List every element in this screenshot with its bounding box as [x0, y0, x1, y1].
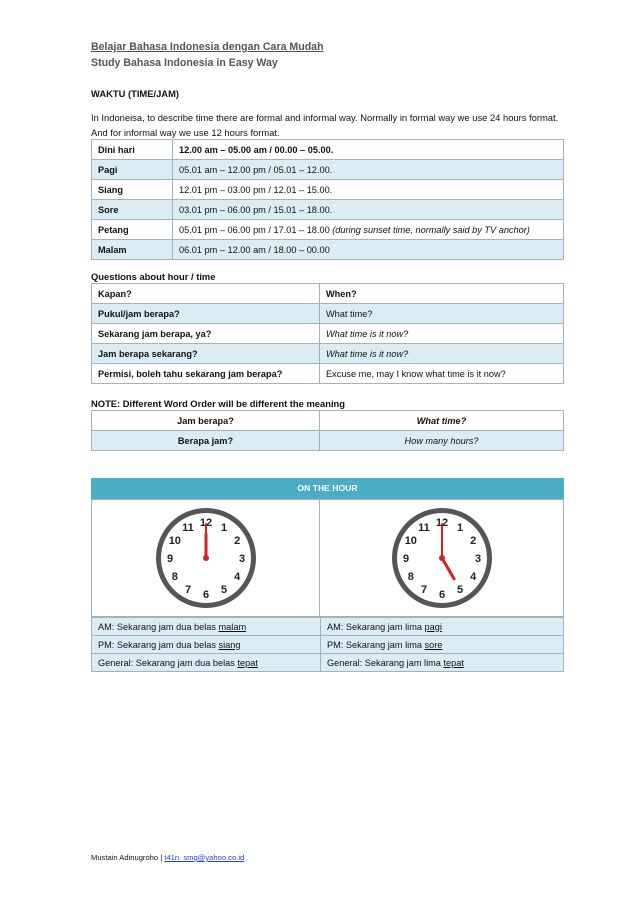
period-range: 12.01 pm – 03.00 pm / 12.01 – 15.00. — [173, 180, 564, 200]
clock-five-icon — [320, 500, 563, 616]
clock-number: 4 — [470, 571, 477, 583]
phrase-keyword: siang — [218, 639, 241, 650]
section-title: WAKTU (TIME/JAM) — [91, 88, 180, 99]
question-id: Kapan? — [92, 284, 320, 304]
period-label: Dini hari — [92, 140, 173, 160]
word-order-id: Jam berapa? — [92, 411, 320, 431]
phrase-text: AM: Sekarang jam lima — [327, 621, 425, 632]
questions-table — [91, 283, 564, 384]
period-label: Sore — [92, 200, 173, 220]
word-order-id: Berapa jam? — [92, 431, 320, 451]
clock-center — [203, 555, 209, 561]
phrase-text: General: Sekarang jam dua belas — [98, 657, 238, 668]
period-label: Petang — [92, 220, 173, 240]
table-row — [92, 431, 564, 451]
clock-number: 11 — [182, 521, 194, 534]
clock-number: 9 — [402, 553, 410, 565]
footer-email-link[interactable]: t41n_smg@yahoo.co.id — [164, 853, 245, 862]
clock-number: 8 — [171, 571, 178, 583]
phrase-pm-left — [92, 636, 321, 654]
phrase-keyword: tepat — [443, 657, 464, 668]
question-en: What time? — [320, 304, 564, 324]
period-range: 06.01 pm – 12.00 am / 18.00 – 00.00 — [173, 240, 564, 260]
period-range — [173, 220, 564, 240]
table-row — [92, 220, 564, 240]
phrase-keyword: malam — [218, 621, 247, 632]
clock-number: 2 — [234, 535, 241, 547]
phrase-general-left — [92, 654, 321, 672]
table-row — [92, 364, 564, 384]
table-row — [92, 411, 564, 431]
period-range-text: 05.01 pm – 06.00 pm / 17.01 – 18.00 — [179, 224, 330, 235]
period-label: Siang — [92, 180, 173, 200]
period-note: (during sunset time, normally said by TV anchor) — [332, 224, 530, 235]
clock-number: 3 — [238, 553, 246, 565]
question-en: What time is it now? — [320, 344, 564, 364]
phrase-keyword: tepat — [237, 657, 258, 668]
clock-number: 12 — [435, 517, 449, 529]
table-row — [92, 140, 564, 160]
table-row — [92, 636, 564, 654]
phrase-text: PM: Sekarang jam dua belas — [98, 639, 219, 650]
clock-twelve-icon — [92, 500, 319, 616]
question-id: Jam berapa sekarang? — [92, 344, 320, 364]
phrase-text: PM: Sekarang jam lima — [327, 639, 425, 650]
time-period-table — [91, 139, 564, 260]
table-row — [92, 180, 564, 200]
clock-number: 3 — [474, 553, 482, 565]
period-range: 03.01 pm – 06.00 pm / 15.01 – 18.00. — [173, 200, 564, 220]
clock-number: 8 — [407, 571, 414, 583]
clock-number: 4 — [234, 571, 241, 583]
table-row — [92, 284, 564, 304]
table-row — [92, 618, 564, 636]
on-the-hour-heading: ON THE HOUR — [91, 478, 564, 499]
word-order-table — [91, 410, 564, 451]
clock-number: 1 — [456, 521, 464, 534]
intro-paragraph: In Indoneisa, to describe time there are formal and informal way. Normally in formal way we use 24 hours format. And for informal way we use 12 hours format. — [91, 112, 559, 138]
table-row — [92, 654, 564, 672]
period-label: Pagi — [92, 160, 173, 180]
phrase-pm-right — [321, 636, 564, 654]
word-order-en: What time? — [320, 411, 564, 431]
clock-cell-right — [319, 499, 564, 617]
clock-number: 6 — [438, 589, 446, 601]
table-row — [92, 344, 564, 364]
clock-number: 2 — [470, 535, 477, 547]
clock-number: 11 — [418, 521, 430, 534]
clock-number: 10 — [168, 535, 181, 547]
phrase-text: AM: Sekarang jam dua belas — [98, 621, 219, 632]
clock-center — [439, 555, 445, 561]
table-row — [92, 160, 564, 180]
clock-number: 9 — [166, 553, 174, 565]
table-row — [92, 200, 564, 220]
footer — [91, 853, 244, 862]
phrase-text: General: Sekarang jam lima — [327, 657, 444, 668]
question-id: Permisi, boleh tahu sekarang jam berapa? — [92, 364, 320, 384]
period-label: Malam — [92, 240, 173, 260]
note-title: NOTE: Different Word Order will be different the meaning — [91, 398, 346, 409]
clock-number: 5 — [220, 584, 228, 597]
question-en: When? — [320, 284, 564, 304]
question-id: Pukul/jam berapa? — [92, 304, 320, 324]
phrase-am-left — [92, 618, 321, 636]
phrase-general-right — [321, 654, 564, 672]
clock-number: 12 — [199, 517, 213, 529]
clock-number: 7 — [420, 584, 428, 597]
question-en: Excuse me, may I know what time is it now? — [320, 364, 564, 384]
table-row — [92, 324, 564, 344]
table-row — [92, 240, 564, 260]
clock-number: 7 — [184, 584, 192, 597]
table-row — [92, 304, 564, 324]
phrase-am-right — [321, 618, 564, 636]
period-range: 05.01 am – 12.00 pm / 05.01 – 12.00. — [173, 160, 564, 180]
questions-title: Questions about hour / time — [91, 271, 216, 282]
footer-author: Mustain Adinugroho | — [91, 853, 165, 862]
question-en: What time is it now? — [320, 324, 564, 344]
document-subtitle: Study Bahasa Indonesia in Easy Way — [91, 57, 278, 69]
phrase-keyword: sore — [424, 639, 443, 650]
on-the-hour-phrases — [91, 617, 564, 672]
clock-number: 10 — [404, 535, 417, 547]
clock-number: 5 — [456, 584, 464, 597]
clock-number: 1 — [220, 521, 228, 534]
clock-cell-left — [91, 499, 320, 617]
phrase-keyword: pagi — [424, 621, 442, 632]
document-title: Belajar Bahasa Indonesia dengan Cara Mudah — [91, 41, 324, 53]
question-id: Sekarang jam berapa, ya? — [92, 324, 320, 344]
period-range: 12.00 am – 05.00 am / 00.00 – 05.00. — [173, 140, 564, 160]
clock-number: 6 — [202, 589, 210, 601]
word-order-en: How many hours? — [320, 431, 564, 451]
